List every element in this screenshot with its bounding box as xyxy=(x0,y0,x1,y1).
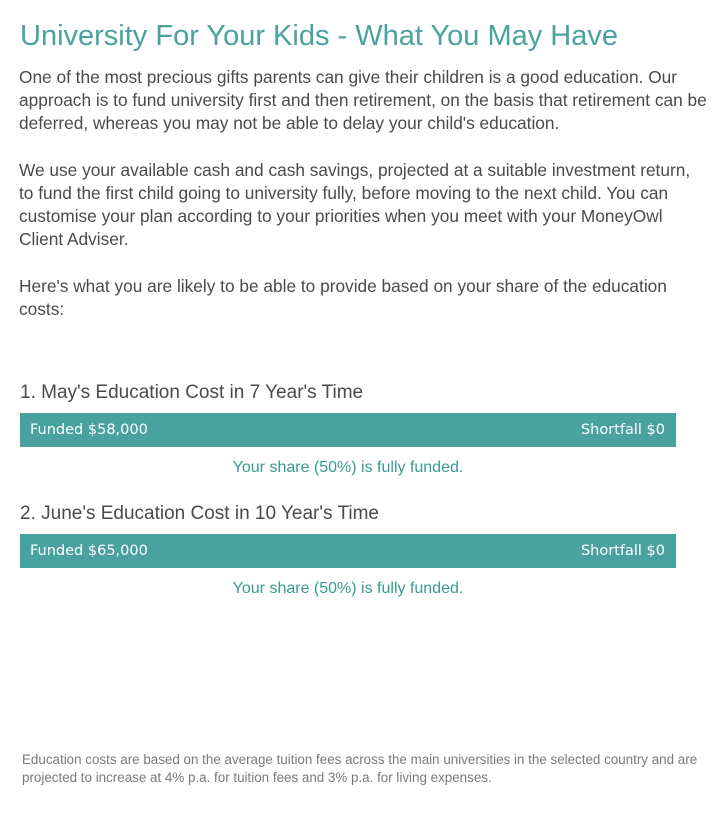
education-heading: 2. June's Education Cost in 10 Year's Time xyxy=(20,503,379,524)
footnote: Education costs are based on the average tuition fees across the main universities in the selected country and are projected to increase at 4% p.a. for tuition fees and 3% p.a. for living expenses. xyxy=(22,752,698,785)
intro-paragraph: We use your available cash and cash savings, projected at a suitable investment return, to fund the first child going to university fully, before moving to the next child. You can customise your plan according to your priorities when you meet with your MoneyOwl Client Adviser. xyxy=(19,160,691,249)
funding-bar xyxy=(20,534,676,568)
funded-amount: Funded $65,000 xyxy=(30,543,148,559)
education-section-may xyxy=(20,380,676,479)
shortfall-amount: Shortfall $0 xyxy=(580,543,665,559)
education-section-june xyxy=(20,501,676,600)
funding-bar xyxy=(20,413,676,447)
funding-status: Your share (50%) is fully funded. xyxy=(232,459,464,476)
intro-paragraph: Here's what you are likely to be able to provide based on your share of the education costs: xyxy=(19,276,667,319)
intro-paragraph: One of the most precious gifts parents can give their children is a good education. Our approach is to fund university first and then retirement, on the basis that retirement can be deferred, whereas you may not be able to delay your child's education. xyxy=(19,67,707,133)
funding-status: Your share (50%) is fully funded. xyxy=(232,580,464,597)
education-heading: 1. May's Education Cost in 7 Year's Time xyxy=(20,382,364,403)
shortfall-amount: Shortfall $0 xyxy=(580,422,665,438)
intro-text xyxy=(19,66,709,345)
funded-amount: Funded $58,000 xyxy=(30,422,148,438)
page-title: University For Your Kids - What You May Have xyxy=(20,20,618,52)
